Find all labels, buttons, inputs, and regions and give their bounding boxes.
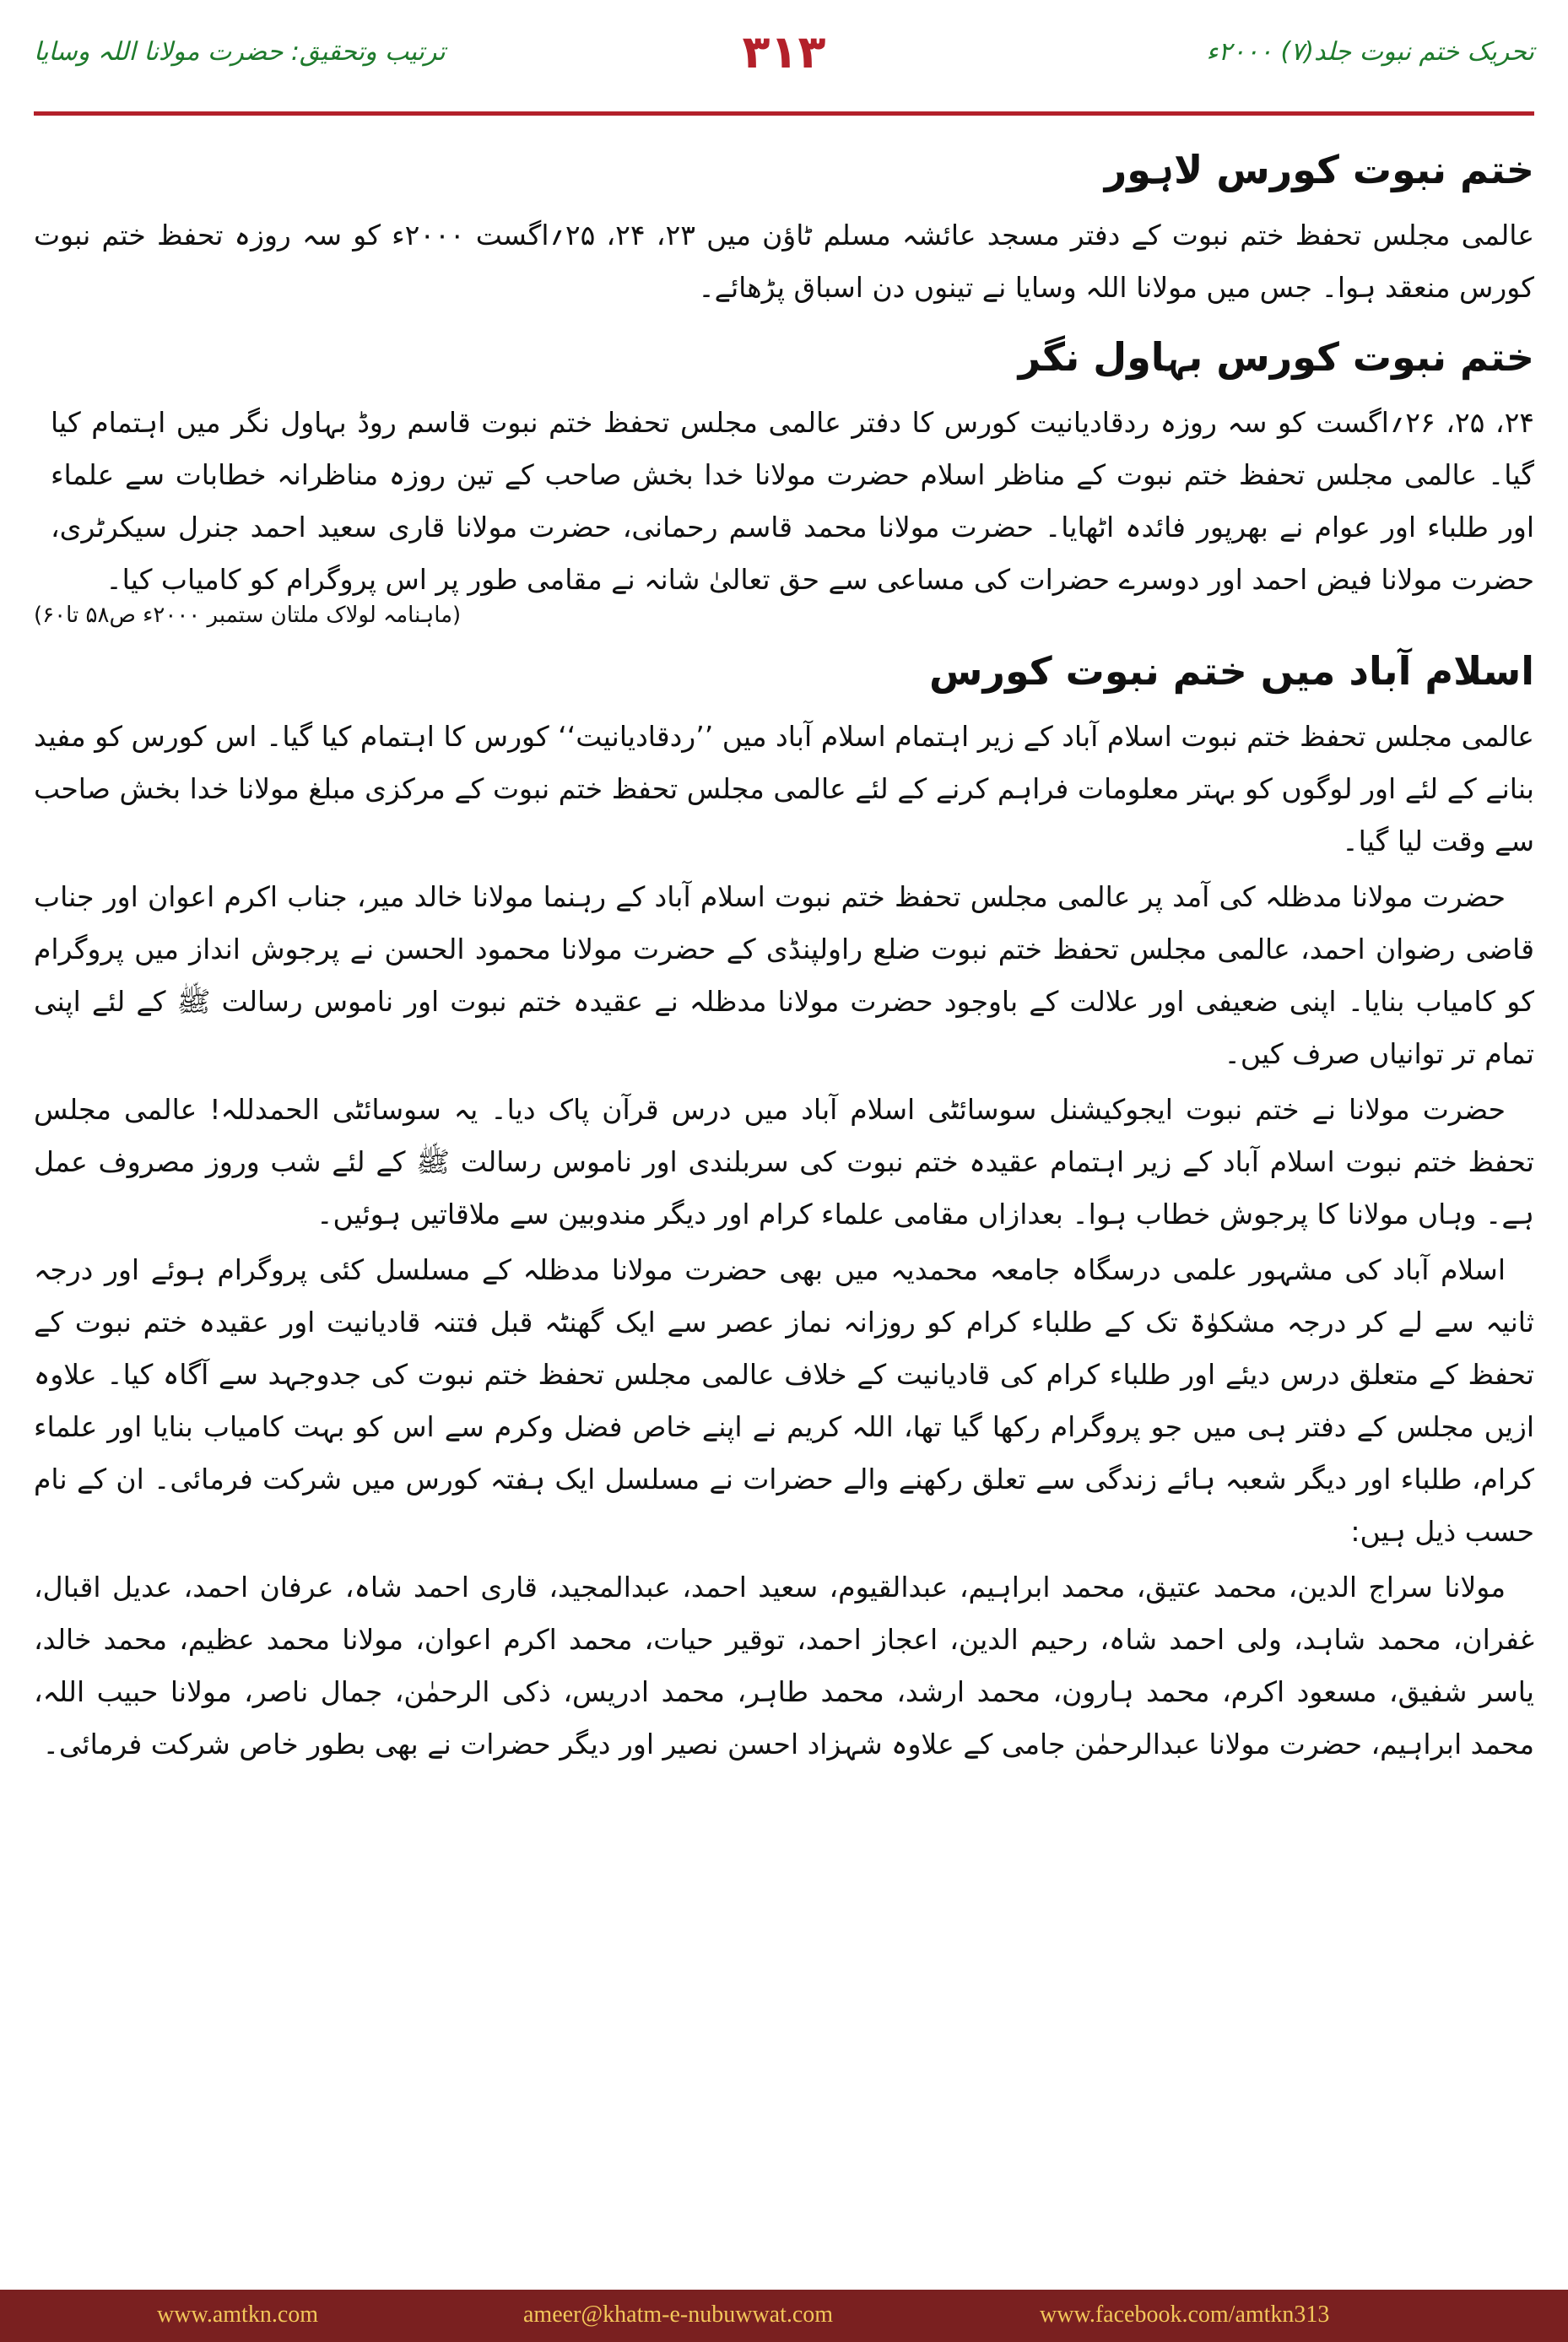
paragraph: اسلام آباد کی مشہور علمی درسگاہ جامعہ محمدیہ میں بھی حضرت مولانا مدظلہ کے مسلسل کئی پروگرام ہوئے اور درجہ ثانیہ سے لے کر درجہ مشکوٰۃ تک کے طلباء کرام کو روزانہ نماز عصر سے ایک گھنٹہ قبل فتنہ قادیانیت اور عقیدہ ختم نبوت کے تحفظ کے متعلق درس دیئے اور طلباء کرام کی قادیانیت کے خلاف عالمی مجلس تحفظ ختم نبوت کی جدوجہد سے آگاہ کیا۔ علاوہ ازیں مجلس کے دفتر ہی میں جو پروگرام رکھا گیا تھا، اللہ کریم نے اپنے خاص فضل وکرم سے اس کو بہت کامیاب بنایا اور علماء کرام، طلباء اور دیگر شعبہ ہائے زندگی سے تعلق رکھنے والے حضرات نے مسلسل ایک ہفتہ کورس میں شرکت فرمائی۔ ان کے نام حسب ذیل ہیں: xyxy=(34,1253,1534,1548)
footer-website-link[interactable]: www.amtkn.com xyxy=(157,2301,319,2328)
paragraph: حضرت مولانا مدظلہ کی آمد پر عالمی مجلس تحفظ ختم نبوت اسلام آباد کے رہنما مولانا خالد میر، جناب اکرم اعوان اور جناب قاضی رضوان احمد، عالمی مجلس تحفظ ختم نبوت ضلع راولپنڈی کے حضرت مولانا محمود الحسن نے پرجوش انداز میں پروگرام کو کامیاب بنایا۔ اپنی ضعیفی اور علالت کے باوجود حضرت مولانا مدظلہ نے عقیدہ ختم نبوت اور ناموس رسالت ﷺ کے لئے اپنی تمام تر توانیاں صرف کیں۔ xyxy=(34,880,1534,1070)
section-heading-bahawalnagar: ختم نبوت کورس بہاول نگر xyxy=(1018,334,1534,380)
footer-bar xyxy=(0,2290,1568,2342)
participants-list: مولانا سراج الدین، محمد عتیق، محمد ابراہیم، عبدالقیوم، سعید احمد، عبدالمجید، قاری احمد شاہ، عرفان احمد، عدیل اقبال، غفران، محمد شاہد، ولی احمد شاہ، رحیم الدین، اعجاز احمد، توقیر حیات، محمد اکرم اعوان، مولانا محمد عظیم، محمد خالد، یاسر شفیق، مسعود اکرم، محمد ہارون، محمد ارشد، محمد طاہر، محمد ادریس، ذکی الرحمٰن، جمال ناصر، مولانا حبیب اللہ، محمد ابراہیم، حضرت مولانا عبدالرحمٰن جامی کے علاوہ شہزاد احسن نصیر اور دیگر حضرات نے بھی بطور خاص شرکت فرمائی۔ xyxy=(34,1571,1534,1761)
citation-row xyxy=(34,603,1534,628)
section-heading-islamabad: اسلام آباد میں ختم نبوت کورس xyxy=(929,648,1534,694)
paragraph: ۲۴، ۲۵، ۲۶؍اگست کو سہ روزہ ردقادیانیت کورس کا دفتر عالمی مجلس تحفظ ختم نبوت قاسم روڈ بہاول نگر میں اہتمام کیا گیا۔ عالمی مجلس تحفظ ختم نبوت کے مناظر اسلام حضرت مولانا خدا بخش صاحب کے تین روزہ مناظرانہ خطابات سے علماء اور طلباء اور عوام نے بھرپور فائدہ اٹھایا۔ حضرت مولانا محمد قاسم رحمانی، حضرت مولانا قاری سعید احمد جنرل سیکرٹری، حضرت مولانا فیض احمد اور دوسرے حضرات کی مساعی سے حق تعالیٰ شانہ نے مقامی طور پر اس پروگرام کو کامیاب کیا۔ xyxy=(51,406,1535,596)
paragraph: حضرت مولانا نے ختم نبوت ایجوکیشنل سوسائٹی اسلام آباد میں درس قرآن پاک دیا۔ یہ سوسائٹی الحمدللہ! عالمی مجلس تحفظ ختم نبوت اسلام آباد کے زیر اہتمام عقیدہ ختم نبوت کی سربلندی اور ناموس رسالت ﷺ کے لئے شب وروز مصروف عمل ہے۔ وہاں مولانا کا پرجوش خطاب ہوا۔ بعدازاں مقامی علماء کرام اور دیگر مندوبین سے ملاقاتیں ہوئیں۔ xyxy=(34,1093,1534,1230)
footer-email-link[interactable]: ameer@khatm-e-nubuwwat.com xyxy=(523,2301,834,2328)
paragraph-with-citation xyxy=(34,397,1534,609)
article-body xyxy=(34,127,1534,1774)
source-citation: (ماہنامہ لولاک ملتان ستمبر ۲۰۰۰ء ص۵۸ تا۶۰) xyxy=(34,603,462,628)
paragraph: عالمی مجلس تحفظ ختم نبوت کے دفتر مسجد عائشہ مسلم ٹاؤن میں ۲۳، ۲۴، ۲۵؍اگست ۲۰۰۰ء کو سہ روزہ تحفظ ختم نبوت کورس منعقد ہوا۔ جس میں مولانا اللہ وسایا نے تینوں دن اسباق پڑھائے۔ xyxy=(34,219,1535,304)
running-header xyxy=(34,25,1534,93)
header-book-title: تحریک ختم نبوت جلد(۷) ۲۰۰۰ء xyxy=(1206,37,1534,67)
section-heading-lahore: ختم نبوت کورس لاہور xyxy=(1104,147,1534,192)
footer-facebook-link[interactable]: www.facebook.com/amtkn313 xyxy=(1040,2301,1330,2328)
page-number: ۳۱۳ xyxy=(742,25,826,78)
header-divider xyxy=(34,111,1534,116)
header-compiler: ترتیب وتحقیق: حضرت مولانا اللہ وسایا xyxy=(34,37,446,67)
paragraph: عالمی مجلس تحفظ ختم نبوت اسلام آباد کے زیر اہتمام اسلام آباد میں ’’ردقادیانیت‘‘ کورس کا اہتمام کیا گیا۔ اس کورس کو مفید بنانے کے لئے اور لوگوں کو بہتر معلومات فراہم کرنے کے لئے عالمی مجلس تحفظ ختم نبوت کے مرکزی مبلغ مولانا خدا بخش صاحب سے وقت لیا گیا۔ xyxy=(34,720,1534,857)
